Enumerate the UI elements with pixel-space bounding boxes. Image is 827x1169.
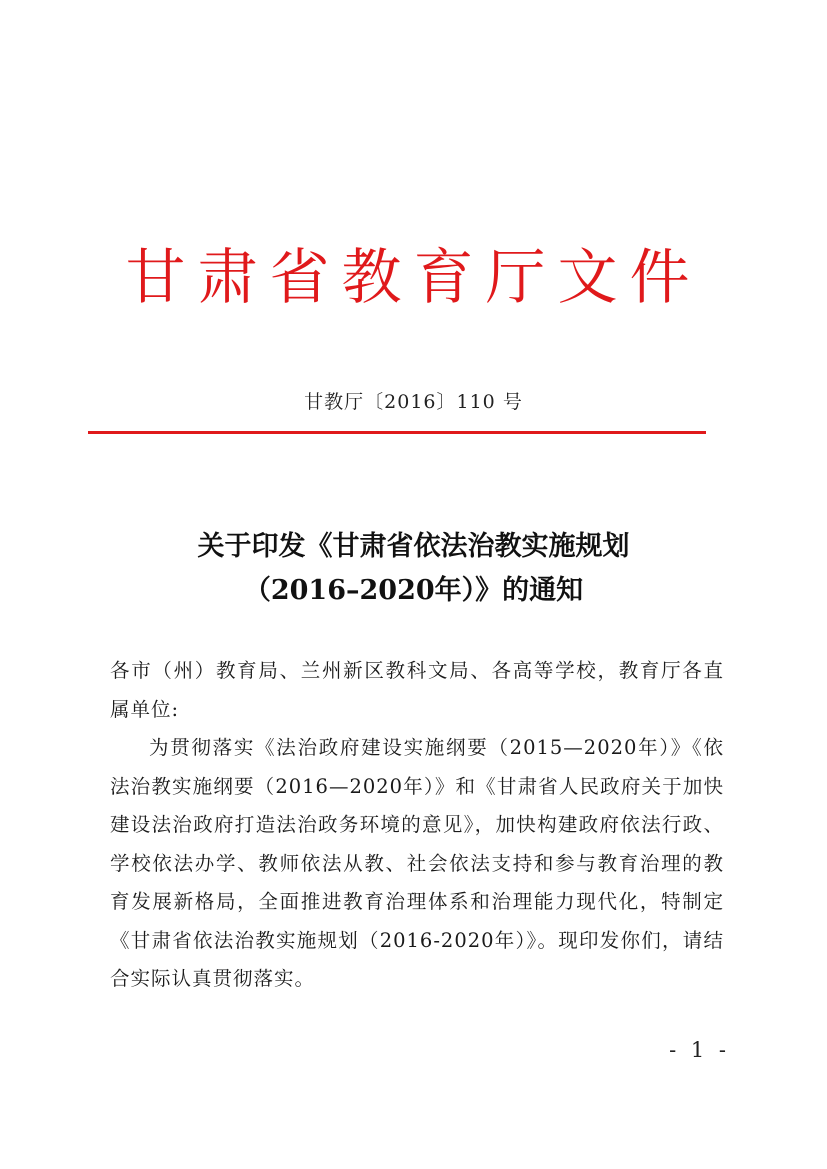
- document-number: 甘教厅〔2016〕110 号: [304, 391, 523, 413]
- notice-title-line-2: （2016–2020年）》的通知: [243, 575, 584, 606]
- notice-title: [0, 525, 827, 613]
- issuing-authority-title: 甘肃省教育厅文件: [125, 243, 702, 313]
- body-paragraph: 为贯彻落实《法治政府建设实施纲要（2015—2020年）》《依法治教实施纲要（2016—2020年）》和《甘肃省人民政府关于加快建设法治政府打造法治政务环境的意见》，加快构建政府依法行政、学校依法办学、教师依法从教、社会依法支持和参与教育治理的教育发展新格局，全面推进教育治理体系和治理能力现代化，特制定《甘肃省依法治教实施规划（2016-2020年）》。现印发你们，请结合实际认真贯彻落实。: [110, 736, 724, 990]
- salutation: 各市（州）教育局、兰州新区教科文局、各高等学校，教育厅各直属单位:: [110, 659, 724, 721]
- red-divider-line: [88, 431, 706, 434]
- page-number: - 1 -: [669, 1038, 730, 1062]
- notice-body: [110, 652, 724, 999]
- notice-title-line-1: 关于印发《甘肃省依法治教实施规划: [197, 531, 630, 562]
